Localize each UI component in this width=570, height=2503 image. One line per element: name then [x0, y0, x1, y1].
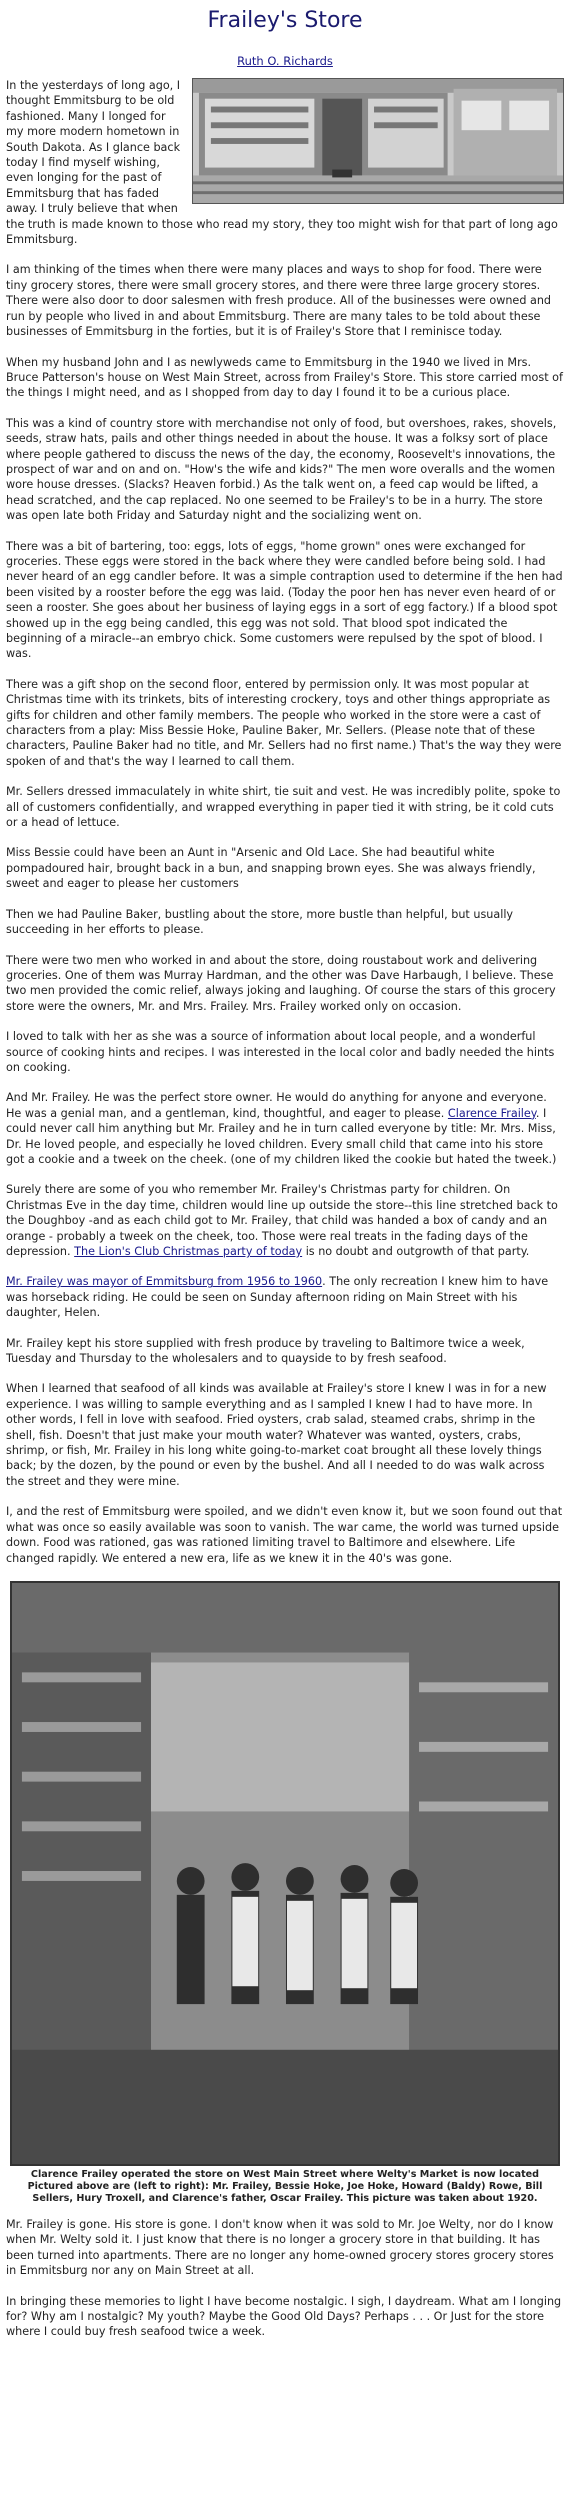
paragraph: I, and the rest of Emmitsburg were spoiled, and we didn't even know it, but we soon found out that what was once so easily available was soon to vanish. The war came, the world was turned upside down. Food was rationed, gas was rationed limiting travel to Baltimore and elsewhere. Life changed rapidly. We entered a new era, life as we knew it in the 40's was gone.	[6, 1505, 563, 1565]
paragraph: This was a kind of country store with merchandise not only of food, but overshoes, rakes, shovels, seeds, straw hats, pails and other things needed in about the house. It was a folksy sort of place where people gathered to discuss the news of the day, the economy, Roosevelt's innovations, the prospect of war and on and on. "How's the wife and kids?" The men wore overalls and the women wore house dresses. (Slacks? Heaven forbid.) As the talk went on, a feed cap would be lifted, a head scratched, and the cap replaced. No one seemed to be Frailey's to be in a hurry. The store was open late both Friday and Saturday night and the socializing went on.	[6, 416, 557, 523]
paragraph: There was a gift shop on the second floor, entered by permission only. It was most popular at Christmas time with its trinkets, bits of interesting crockery, toys and other things appropriate as gifts for children and other family members. The people who worked in the store were a cast of characters from a play: Miss Bessie Hoke, Pauline Baker, Mr. Sellers. (Please note that of these characters, Pauline Baker had no title, and Mr. Sellers had no first name.) That's the way they were spoken of and that's the way I learned to call them.	[6, 677, 562, 768]
paragraph: In the yesterdays of long ago, I thought Emmitsburg to be old fashioned. Many I longed for my more modern hometown in South Dakota. As I glance back today I find myself wishing, even longing for the past of Emmitsburg that has faded away. I truly believe that when the truth is made known to those who read my story, they too might wish for that part of long ago Emmitsburg.	[6, 79, 558, 247]
paragraph: Mr. Sellers dressed immaculately in white shirt, tie suit and vest. He was incredibly polite, spoke to all of customers confidentially, and wrapped everything in paper tied it with string, be it cold cuts or a head of lettuce.	[6, 785, 561, 830]
paragraph: In bringing these memories to light I have become nostalgic. I sigh, I daydream. What am I longing for? Why am I nostalgic? My youth? Maybe the Good Old Days? Perhaps . . . Or Just for the store where I could buy fresh seafood twice a week.	[6, 2294, 562, 2339]
byline	[6, 54, 564, 68]
text-span: Surely there are some of you who remember Mr. Frailey's Christmas party for children. On Christmas Eve in the day time, children would line up outside the store--this line stretched back to the Doughboy -and as each child got to Mr. Frailey, that child was handed a box of candy and an orange - probably a tweek on the cheek, too. Those were real treats in the fading days of the depression.	[6, 1183, 558, 1258]
paragraph: Mr. Frailey kept his store supplied with fresh produce by traveling to Baltimore twice a week, Tuesday and Thursday to the wholesalers and to quayside to by fresh seafood.	[6, 1336, 525, 1366]
paragraph: I am thinking of the times when there were many places and ways to shop for food. There were tiny grocery stores, there were small grocery stores, and there were three large grocery stores. There were also door to door salesmen with fresh produce. All of the businesses were owned and run by people who lived in and about Emmitsburg. There are many tales to be told about these businesses of Emmitsburg in the forties, but it is of Frailey's Store that I reminisce today.	[6, 263, 552, 339]
author-link[interactable]: Ruth O. Richards	[237, 54, 333, 68]
paragraph	[6, 1274, 564, 1320]
text-span: . I could never call him anything but Mr. Frailey and he in turn called everyone by title: Mr. Mrs. Miss, Dr. He loved people, and especially he loved children. Every small child that came into his store got a cookie and a tweek on the cheek. (one of my children liked the cookie but hated the tweek.)	[6, 1106, 557, 1166]
clarence-frailey-link[interactable]: Clarence Frailey	[447, 1106, 536, 1120]
storefront-photo	[192, 78, 564, 204]
text-span: . The only recreation I knew him to have was horseback riding. He could be seen on Sunday afternoon riding on Main Street with his daughter, Helen.	[6, 1275, 549, 1320]
paragraph: I loved to talk with her as she was a source of information about local people, and a wonderful source of cooking hints and recipes. I was interested in the local color and badly needed the hints on cooking.	[6, 1030, 555, 1074]
lions-club-party-link[interactable]: The Lion's Club Christmas party of today	[74, 1245, 303, 1258]
store-interior-photo	[10, 1581, 560, 2166]
paragraph	[6, 1182, 564, 1259]
paragraph: Mr. Frailey is gone. His store is gone. I don't know when it was sold to Mr. Joe Welty, nor do I know when Mr. Welty sold it. I just know that there is no longer a grocery store in that building. It has been turned into apartments. There are no longer any home-owned grocery stores grocery stores in Emmitsburg nor any on Main Street at all.	[6, 2217, 554, 2278]
paragraph: Miss Bessie could have been an Aunt in "Arsenic and Old Lace. She had beautiful white pompadoured hair, brought back in a bun, and snapping brown eyes. She was always friendly, sweet and eager to please her customers	[6, 846, 536, 891]
page-title: Frailey's Store	[207, 8, 363, 33]
photo-caption: Clarence Frailey operated the store on West Main Street where Welty's Market is now located Pictured above are (left to right): Mr. Frailey, Bessie Hoke, Joe Hoke, Howard (Baldy) Rowe, Bill Sellers, Hury Troxell, and Clarence's father, Oscar Frailey. This picture was taken about 1920.	[27, 2168, 543, 2204]
mayor-link[interactable]: Mr. Frailey was mayor of Emmitsburg from 1956 to 1960	[6, 1275, 323, 1289]
text-span: is no doubt and outgrowth of that party.	[302, 1245, 530, 1258]
paragraph: There were two men who worked in and about the store, doing roustabout work and delivering groceries. One of them was Murray Hardman, and the other was Dave Harbaugh, I believe. These two men provided the comic relief, always joking and laughing. Of course the stars of this grocery store were the owners, Mr. and Mrs. Frailey. Mrs. Frailey worked only on occasion.	[6, 953, 556, 1013]
paragraph: When I learned that seafood of all kinds was available at Frailey's store I knew I was in for a new experience. I was willing to sample everything and as I sampled I knew I had to have more. In other words, I fell in love with seafood. Fried oysters, crab salad, steamed crabs, shrimp in the shell, fish. Doesn't that just make your mouth water? Whatever was wanted, oysters, crabs, shrimp, or fish, Mr. Frailey in his long white going-to-market coat brought all these lovely things back; by the dozen, by the pound or even by the bushel. And all I needed to do was walk across the street and they were mine.	[6, 1382, 547, 1488]
paragraph: Then we had Pauline Baker, bustling about the store, more bustle than helpful, but usually succeeding in her efforts to please.	[6, 907, 514, 937]
paragraph	[6, 1090, 564, 1167]
paragraph: When my husband John and I as newlyweds came to Emmitsburg in the 1940 we lived in Mrs. Bruce Patterson's house on West Main Street, across from Frailey's Store. This store carried most of the things I might need, and as I shopped from day to day I found it to be a curious place.	[6, 355, 563, 400]
paragraph: There was a bit of bartering, too: eggs, lots of eggs, "home grown" ones were exchanged for groceries. These eggs were stored in the back where they were candled before being sold. I had never heard of an egg candler before. It was a simple contraption used to determine if the hen had been visited by a rooster before the egg was laid. (Today the poor hen has never even heard of or seen a rooster. She goes about her business of laying eggs in a sort of egg factory.) If a blood spot showed up in the egg being candled, this egg was not sold. That blood spot indicated the beginning of a miracle--an embryo chick. Some customers were repulsed by the spot of blood. I was.	[6, 539, 563, 661]
text-span: And Mr. Frailey. He was the perfect store owner. He would do anything for anyone and everyone. He was a genial man, and a gentleman, kind, thoughtful, and eager to please.	[6, 1091, 547, 1120]
